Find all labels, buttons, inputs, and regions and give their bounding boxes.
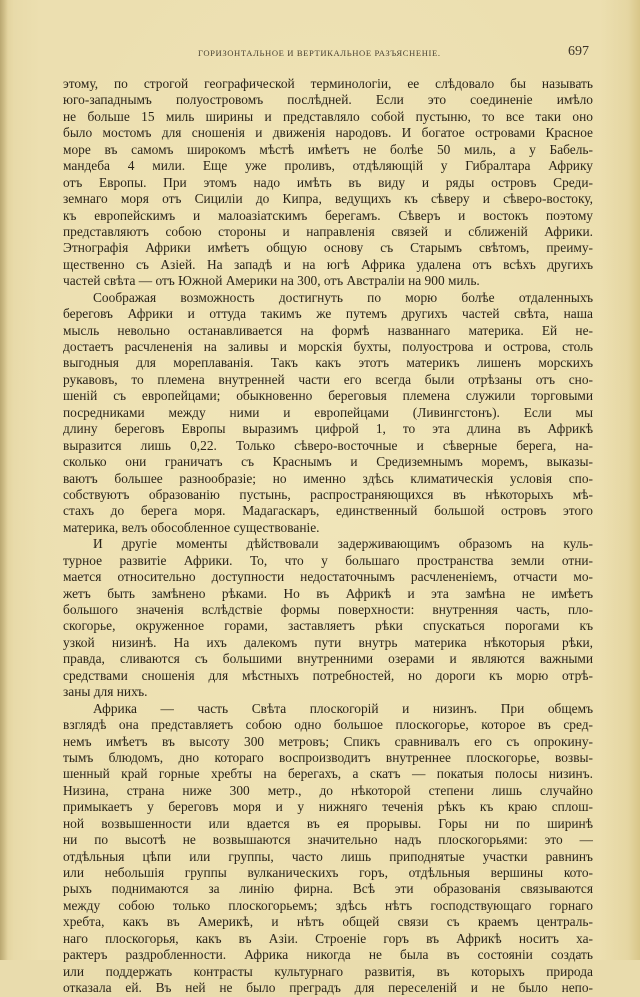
text-line: выгодныя для мореплаванія. Такъ какъ этотъ материкъ лишенъ морскихъ: [63, 355, 593, 371]
text-line: море въ самомъ широкомъ мѣстѣ имѣетъ не болѣе 50 миль, а у Бабель-: [63, 141, 593, 157]
text-line: тымъ блюдомъ, дно котораго воспроизводитъ внутреннее плоскогорье, возвы-: [63, 749, 593, 765]
text-line: заны для нихъ.: [63, 684, 148, 700]
text-line: рукавовъ, то племена внутренней части его всегда были отрѣзаны отъ сно-: [63, 371, 593, 387]
text-line: средствами сношенія для мѣстныхъ потребностей, но дороги къ морю отрѣ-: [63, 667, 593, 683]
text-line: Этнографія Африки имѣетъ общую основу съ Старымъ свѣтомъ, преиму-: [63, 240, 593, 256]
text-line: ни по высотѣ не возвышаются значительно надъ плоскогорьями: это —: [63, 832, 593, 848]
text-line: между собою только плоскогорьемъ; здѣсь нѣтъ господствующаго горнаго: [63, 897, 593, 913]
text-line: было мостомъ для сношенія и движенія народовъ. И богатое островами Красное: [63, 125, 593, 141]
text-line: скогорье, окруженное горами, заставляетъ рѣки спускаться порогами къ: [63, 618, 593, 634]
text-line: стахъ до берега моря. Мадагаскаръ, единственный большой островъ этого: [63, 503, 593, 519]
text-line: мандеба 4 мили. Еще уже проливъ, отдѣляющій у Гибралтара Африку: [63, 158, 593, 174]
text-line: щественно съ Азіей. На западѣ и на югѣ Африка удалена отъ всѣхъ другихъ: [63, 256, 593, 272]
page-number: 697: [568, 44, 589, 59]
text-line: или небольшія группы вулканическихъ горъ, отдѣльныя вершины кото-: [63, 865, 593, 880]
text-line: жетъ быть замѣнено рѣками. Но въ Африкѣ и эта замѣна не имѣетъ: [63, 585, 593, 601]
paragraph-first-line: Африка — часть Свѣта плоскогорій и низинъ. При общемъ: [93, 700, 593, 716]
text-line: турное развитіе Африки. То, что у большаго пространства земли отни-: [63, 552, 593, 568]
text-line: хребта, какъ въ Америкѣ, и нѣтъ общей связи съ краемъ централь-: [63, 914, 593, 930]
text-line: ной возвышенности или вдается въ ея прорывы. Горы ни по ширинѣ: [63, 815, 593, 831]
text-line: Низина, страна ниже 300 метр., до нѣкоторой степени лишь случайно: [63, 782, 593, 798]
text-line: этому, по строгой географической терминологіи, ее слѣдовало бы называть: [63, 76, 593, 91]
text-line: отъ Европы. При этомъ надо имѣть въ виду и ряды островъ Среди-: [63, 174, 593, 190]
text-line: выразится лишь 0,22. Только сѣверо-восточные и сѣверные берега, на-: [63, 437, 593, 453]
text-line: собствуютъ образованію пустынь, распространяющихся въ нѣкоторыхъ мѣ-: [63, 486, 593, 502]
text-line: мается относительно доступности недостаточнымъ расчлененіемъ, отчасти мо-: [63, 569, 593, 585]
text-line: или поддержать контрасты культурнаго развитія, въ которыхъ природа: [63, 963, 593, 979]
text-line: взглядѣ она представляетъ собою одно большое плоскогорье, которое въ сред-: [63, 717, 593, 733]
text-line: примыкаетъ у береговъ моря и у нижняго теченія рѣкъ къ краю сплош-: [63, 799, 593, 815]
text-line: мысль невольно останавливается на формѣ названнаго материка. Ей не-: [63, 322, 593, 338]
text-line: земнаго моря отъ Сициліи до Кипра, ведущихъ къ сѣверу и сѣверо-востоку,: [63, 191, 593, 207]
text-line: ваютъ большее разнообразіе; но именно здѣсь климатическія условія спо-: [63, 470, 593, 486]
text-line: юго-западнымъ полуостровомъ послѣдней. Если это соединеніе имѣло: [63, 92, 593, 108]
text-line: большого значенія вслѣдствіе формы поверхности: внутренняя часть, пло-: [63, 602, 593, 617]
text-line: рактеръ раздробленности. Африка никогда не была въ состояніи создать: [63, 947, 593, 963]
text-line: рыхъ поднимаются за линію фирна. Всѣ эти образованія связываются: [63, 881, 593, 897]
text-line: частей свѣта — отъ Южной Америки на 300, отъ Австраліи на 900 миль.: [63, 273, 480, 289]
text-line: наго плоскогорья, какъ въ Азіи. Строеніе горъ въ Африкѣ носитъ ха-: [63, 930, 593, 946]
body-text: [63, 76, 593, 997]
text-line: материка, велъ обособленное существованіе.: [63, 519, 320, 535]
text-line: отказала ей. Въ ней не было преградъ для переселеній и не было непо-: [63, 980, 593, 996]
text-line: посредниками между ними и европейцами (Ливингстонъ). Если мы: [63, 404, 593, 420]
text-line: шенный край горные хребты на берегахъ, а скатъ — покатыя полосы низинъ.: [63, 766, 593, 782]
text-line: сколько они граничатъ съ Краснымъ и Средиземнымъ моремъ, выказы-: [63, 454, 593, 470]
text-line: узкой низинѣ. На ихъ далекомъ пути внутрь материка нѣкоторыя рѣки,: [63, 634, 593, 650]
paragraph-first-line: И другіе моменты дѣйствовали задерживающимъ образомъ на куль-: [93, 536, 593, 552]
text-line: длину береговъ Европы выразимъ цифрой 1, то эта длина въ Африкѣ: [63, 421, 593, 437]
gutter-shadow: [0, 0, 8, 960]
text-line: отдѣльныя цѣпи или группы, часто лишь приподнятые участки равнинъ: [63, 848, 593, 864]
text-line: достаетъ расчлененія на заливы и морскія бухты, полуострова и острова, столь: [63, 339, 593, 354]
text-line: представляютъ собою стороны и направленія связей и сближеній Африки.: [63, 223, 593, 239]
running-head: ГОРИЗОНТАЛЬНОЕ И ВЕРТИКАЛЬНОЕ РАЗЪЯСНЕНІЕ.: [198, 48, 441, 58]
text-line: немъ имѣетъ въ высоту 300 метровъ; Спикъ сравнивалъ его съ опрокину-: [63, 733, 593, 749]
text-line: береговъ Африки и оттуда такимъ же путемъ другихъ частей свѣта, наша: [63, 306, 593, 322]
paragraph-first-line: Соображая возможность достигнуть по морю болѣе отдаленныхъ: [93, 289, 593, 305]
text-line: не больше 15 миль ширины и представляло собой пустыню, то все таки оно: [63, 108, 593, 124]
text-line: шеній съ европейцами; обыкновенно береговыя племена служили торговыми: [63, 388, 593, 404]
text-line: правда, сливаются съ большими внутренними озерами и являются важными: [63, 651, 593, 667]
text-line: къ европейскимъ и малоазіатскимъ берегамъ. Сѣверъ и востокъ поэтому: [63, 207, 593, 223]
